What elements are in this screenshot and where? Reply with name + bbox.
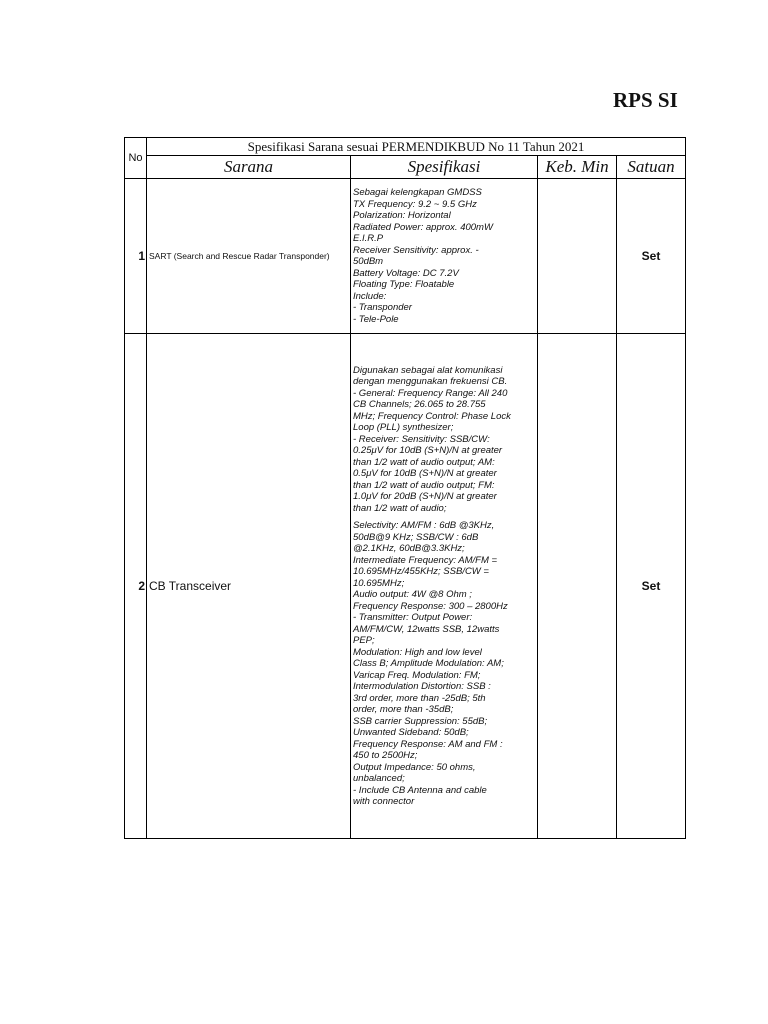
spec-line: E.I.R.P [353,233,384,244]
row-number: 1 [125,179,147,334]
spec-line: Battery Voltage: DC 7.2V [353,267,459,279]
spec-line: Varicap Freq. Modulation: FM; [353,669,481,681]
row-number: 2 [125,334,147,839]
satuan-cell: Set [617,334,686,839]
spec-line: Sebagai kelengkapan GMDSS [353,187,482,198]
sarana-cell: SART (Search and Rescue Radar Transponder) [147,179,351,334]
spec-line: with connector [353,796,415,807]
table-title-header: Spesifikasi Sarana sesuai PERMENDIKBUD No 11 Tahun 2021 [147,138,686,156]
spec-line: 10.695MHz; [353,577,405,589]
spec-line: unbalanced; [353,773,405,784]
spec-line: than 1/2 watt of audio output; AM: [353,456,495,468]
spec-line: - General: Frequency Range: All 240 [353,387,508,399]
spec-line: AM/FM/CW, 12watts SSB, 12watts [353,623,500,635]
column-header-satuan: Satuan [617,156,686,179]
spec-line: Polarization: Horizontal [353,210,451,221]
column-header-sarana: Sarana [147,156,351,179]
spec-line: Loop (PLL) synthesizer; [353,422,454,433]
spesifikasi-cell [351,334,538,839]
spec-line: Class B; Amplitude Modulation: AM; [353,658,504,669]
spec-line: than 1/2 watt of audio output; FM: [353,479,495,491]
spec-line: 0.5μV for 10dB (S+N)/N at greater [353,468,497,479]
column-header-keb-min: Keb. Min [538,156,617,179]
spec-line: Include: [353,290,387,302]
spec-line: TX Frequency: 9.2 ~ 9.5 GHz [353,198,477,210]
spec-line: Radiated Power: approx. 400mW [353,221,493,233]
keb-min-cell [538,179,617,334]
spec-line: Receiver Sensitivity: approx. - [353,244,479,256]
spec-line: Selectivity: AM/FM : 6dB @3KHz, [353,520,495,531]
spec-line: - Transmitter: Output Power: [353,612,473,623]
spec-line: than 1/2 watt of audio; [353,502,447,514]
spec-line: 0.25μV for 10dB (S+N)/N at greater [353,445,503,456]
keb-min-cell [538,334,617,839]
spec-line: PEP; [353,635,375,646]
spec-line: Floating Type: Floatable [353,279,455,290]
spec-line: @2.1KHz, 60dB@3.3KHz; [353,543,465,554]
spec-line: order, more than -35dB; [353,704,454,715]
spec-line: Unwanted Sideband: 50dB; [353,727,469,738]
spec-line: 50dBm [353,256,384,267]
spec-line: Digunakan sebagai alat komunikasi [353,364,503,376]
table-row [125,179,686,334]
column-header-spesifikasi: Spesifikasi [351,156,538,179]
spec-line: - Transponder [353,302,412,313]
spec-line: 50dB@9 KHz; SSB/CW : 6dB [353,531,479,543]
table-row [125,334,686,839]
spec-line: - Tele-Pole [353,313,399,325]
spec-line: Modulation: High and low level [353,646,482,658]
satuan-cell: Set [617,179,686,334]
spesifikasi-cell [351,179,538,334]
spec-line: Audio output: 4W @8 Ohm ; [353,589,472,600]
spec-line: CB Channels; 26.065 to 28.755 [353,399,486,410]
spec-line: Frequency Response: 300 – 2800Hz [353,600,508,612]
spec-line: Intermediate Frequency: AM/FM = [353,554,498,566]
spec-line: 1.0μV for 20dB (S+N)/N at greater [353,491,497,502]
spec-line: Frequency Response: AM and FM : [353,738,503,750]
spec-line: - Receiver: Sensitivity: SSB/CW: [353,433,490,445]
page-title: RPS SI [613,88,678,112]
spec-line: 450 to 2500Hz; [353,750,418,761]
spec-table [124,137,686,839]
spec-line: Intermodulation Distortion: SSB : [353,681,491,692]
spec-line: MHz; Frequency Control: Phase Lock [353,410,511,422]
sarana-cell: CB Transceiver [147,334,351,839]
spec-line: 3rd order, more than -25dB; 5th [353,692,486,704]
spec-line: dengan menggunakan frekuensi CB. [353,376,508,387]
spec-line: Output Impedance: 50 ohms, [353,761,476,773]
spec-line: 10.695MHz/455KHz; SSB/CW = [353,566,489,577]
no-header: No [125,138,147,179]
spec-line: SSB carrier Suppression: 55dB; [353,715,488,727]
spec-line: - Include CB Antenna and cable [353,784,487,796]
